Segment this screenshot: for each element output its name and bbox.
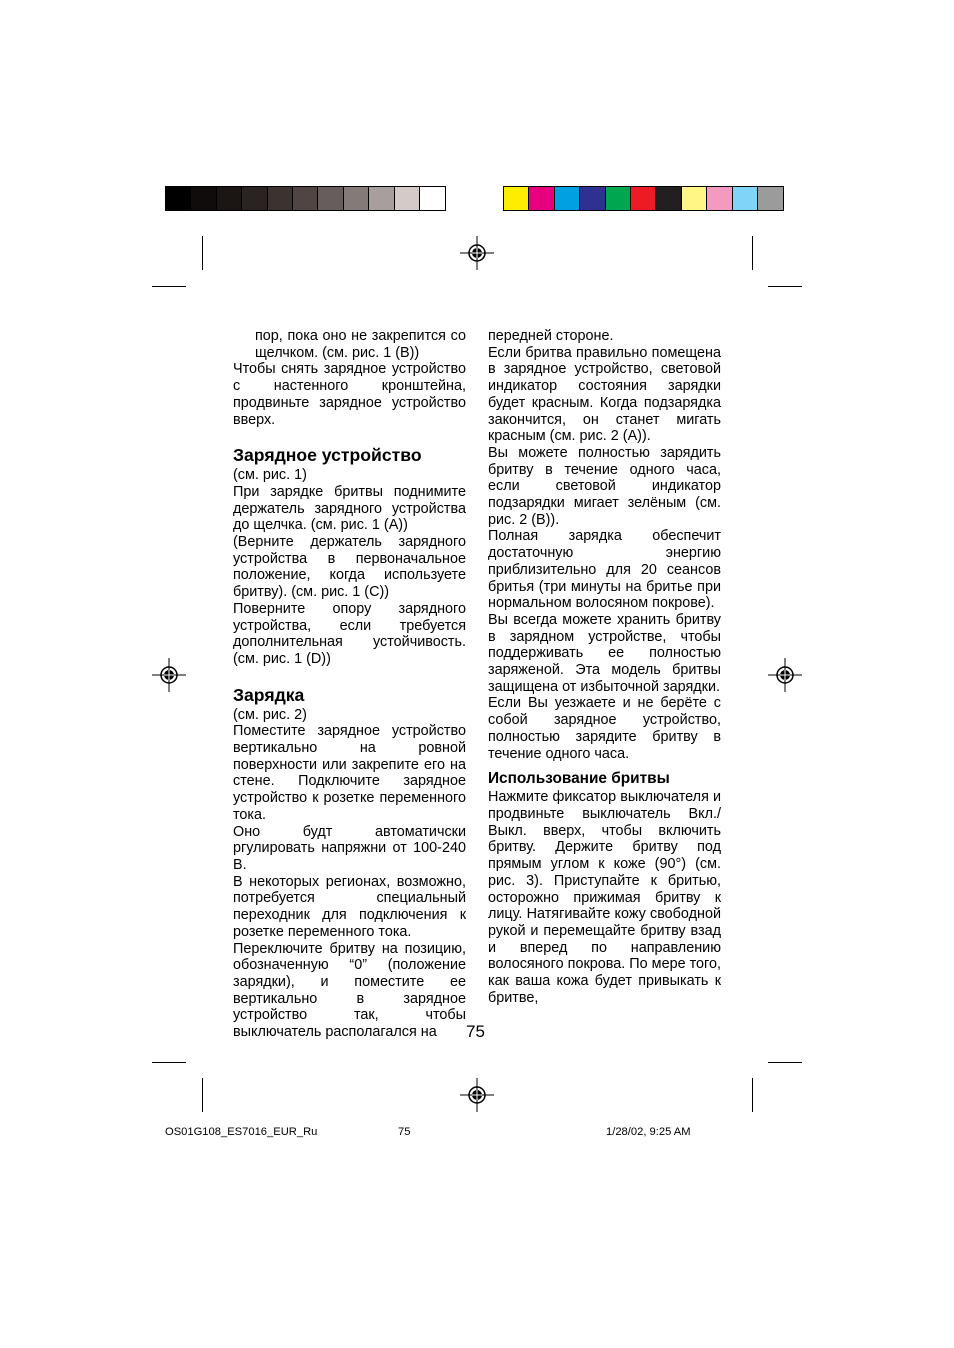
gray-swatch bbox=[166, 187, 191, 210]
gray-swatch bbox=[318, 187, 343, 210]
color-swatch bbox=[682, 187, 707, 210]
paragraph: В некоторых регионах, возможно, потребуется специальный переходник для подключения к розетке переменного тока. bbox=[233, 873, 466, 940]
paragraph: (Верните держатель зарядного устройства в первоначальное положение, когда используете бритву). (см. рис. 1 (C)) bbox=[233, 534, 466, 601]
paragraph: Вы можете полностью зарядить бритву в течение одного часа, если световой индикатор подзарядки мигает зелёным (см. рис. 2 (B)). bbox=[488, 444, 721, 528]
right-column bbox=[488, 328, 721, 1006]
gray-swatch bbox=[293, 187, 318, 210]
paragraph: При зарядке бритвы поднимите держатель зарядного устройства до щелчка. (см. рис. 1 (A)) bbox=[233, 483, 466, 534]
registration-mark-icon bbox=[768, 658, 802, 692]
figure-reference: (см. рис. 1) bbox=[233, 467, 307, 484]
footer-page: 75 bbox=[398, 1126, 411, 1138]
crop-mark bbox=[768, 286, 802, 287]
footer-filename: OS01G108_ES7016_EUR_Ru bbox=[165, 1126, 318, 1138]
color-swatch bbox=[580, 187, 605, 210]
paragraph: Переключите бритву на позицию, обозначенную “0” (положение зарядки), и поместите ее вертикально в зарядное устройство так, чтобы выключатель располагался на bbox=[233, 940, 466, 1041]
section-heading: Использование бритвы bbox=[488, 770, 670, 788]
paragraph: Если бритва правильно помещена в зарядное устройство, световой индикатор состояния зарядки будет красным. Когда подзарядка закончится, он станет мигать красным (см. рис. 2 (A)). bbox=[488, 344, 721, 445]
paragraph: Поместите зарядное устройство вертикально на ровной поверхности или закрепите его на стене. Подключите зарядное устройство к розетке переменного тока. bbox=[233, 723, 466, 823]
crop-mark bbox=[152, 1062, 186, 1063]
page-number: 75 bbox=[466, 1022, 485, 1041]
gray-swatch bbox=[395, 187, 420, 210]
crop-mark bbox=[752, 236, 753, 270]
paragraph: передней стороне. bbox=[488, 328, 614, 344]
registration-mark-icon bbox=[460, 1078, 494, 1112]
crop-mark bbox=[752, 1078, 753, 1112]
color-swatch bbox=[529, 187, 554, 210]
gray-swatch bbox=[242, 187, 267, 210]
footer-datetime: 1/28/02, 9:25 AM bbox=[606, 1126, 691, 1138]
gray-swatch bbox=[420, 187, 445, 210]
paragraph: Оно будт автоматичски ргулировать напряжни от 100-240 В. bbox=[233, 823, 466, 873]
paragraph: Чтобы снять зарядное устройство с настенного кронштейна, продвиньте зарядное устройство вверх. bbox=[233, 361, 466, 428]
gray-swatch bbox=[369, 187, 394, 210]
gray-swatch bbox=[344, 187, 369, 210]
color-swatch bbox=[555, 187, 580, 210]
registration-mark-icon bbox=[152, 658, 186, 692]
section-heading: Зарядка bbox=[233, 684, 305, 705]
crop-mark bbox=[202, 236, 203, 270]
crop-mark bbox=[202, 1078, 203, 1112]
grayscale-calibration-bar bbox=[165, 186, 446, 211]
crop-mark bbox=[768, 1062, 802, 1063]
color-swatch bbox=[656, 187, 681, 210]
gray-swatch bbox=[217, 187, 242, 210]
color-swatch bbox=[631, 187, 656, 210]
color-swatch bbox=[606, 187, 631, 210]
figure-reference: (см. рис. 2) bbox=[233, 706, 307, 723]
color-calibration-bar bbox=[503, 186, 784, 211]
registration-mark-icon bbox=[460, 236, 494, 270]
color-swatch bbox=[707, 187, 732, 210]
paragraph: пор, пока оно не закрепится со щелчком. (см. рис. 1 (B)) bbox=[255, 328, 466, 361]
color-swatch bbox=[733, 187, 758, 210]
gray-swatch bbox=[191, 187, 216, 210]
section-heading: Зарядное устройство bbox=[233, 445, 422, 466]
gray-swatch bbox=[268, 187, 293, 210]
paragraph: Полная зарядка обеспечит достаточную энергию приблизительно для 20 сеансов бритья (три минуты на бритье при нормальном волосяном покрове). bbox=[488, 528, 721, 612]
crop-mark bbox=[152, 286, 186, 287]
paragraph: Если Вы уезжаете и не берёте с собой зарядное устройство, полностью зарядите бритву в течение одного часа. bbox=[488, 695, 721, 762]
paragraph: Поверните опору зарядного устройства, если требуется дополнительная устойчивость. (см. рис. 1 (D)) bbox=[233, 600, 466, 667]
color-swatch bbox=[504, 187, 529, 210]
left-column bbox=[233, 328, 466, 1041]
color-swatch bbox=[758, 187, 783, 210]
paragraph: Нажмите фиксатор выключателя и продвиньте выключатель Вкл./Выкл. вверх, чтобы включить бритву. Держите бритву под прямым углом к коже (90°) (см. рис. 3). Приступайте к бритью, осторожно прижимая бритву к лицу. Натягивайте кожу свободной рукой и перемещайте бритву взад и вперед по направлению волосяного покрова. По мере того, как ваша кожа будет привыкать к бритве, bbox=[488, 789, 721, 1006]
paragraph: Вы всегда можете хранить бритву в зарядном устройстве, чтобы поддерживать ее полностью заряженой. Эта модель бритвы защищена от избыточной зарядки. bbox=[488, 611, 721, 695]
